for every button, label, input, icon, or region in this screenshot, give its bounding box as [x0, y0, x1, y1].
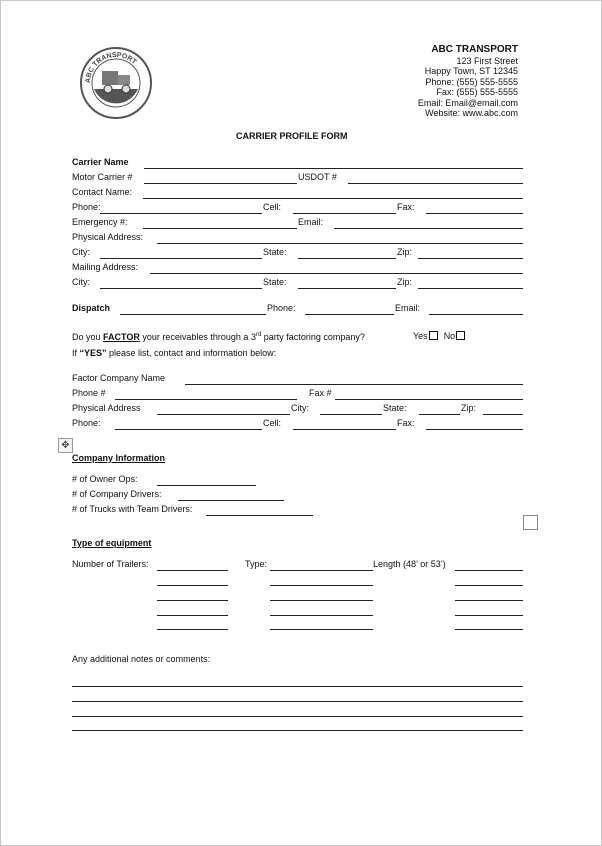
fill-in-field[interactable]	[293, 429, 396, 430]
factor-cell-label: Cell:	[263, 418, 282, 428]
fill-in-field[interactable]	[157, 629, 228, 630]
carrier-name-label: Carrier Name	[72, 157, 129, 167]
company-logo	[80, 47, 152, 119]
company-website: Website: www.abc.com	[425, 108, 518, 118]
mailing-city-label: City:	[72, 277, 90, 287]
fill-in-field[interactable]	[72, 701, 523, 702]
fill-in-field[interactable]	[157, 570, 228, 571]
q-text: your receivables through a 3	[139, 332, 256, 342]
fill-in-field[interactable]	[270, 629, 373, 630]
fill-in-field[interactable]	[298, 288, 396, 289]
phone-label: Phone:	[72, 202, 101, 212]
svg-text:ABC TRANSPORT: ABC TRANSPORT	[84, 51, 138, 84]
company-city: Happy Town, ST 12345	[424, 66, 518, 76]
motor-carrier-label: Motor Carrier #	[72, 172, 133, 182]
fill-in-field[interactable]	[100, 213, 262, 214]
mailing-zip-label: Zip:	[397, 277, 413, 287]
owner-ops-label: # of Owner Ops:	[72, 474, 138, 484]
fill-in-field[interactable]	[426, 213, 523, 214]
fill-in-field[interactable]	[157, 585, 228, 586]
fill-in-field[interactable]	[418, 288, 523, 289]
if-text: If	[72, 348, 80, 358]
physical-address-label: Physical Address:	[72, 232, 144, 242]
mailing-address-label: Mailing Address:	[72, 262, 139, 272]
factor-state-label: State:	[383, 403, 407, 413]
yes-checkbox[interactable]	[429, 331, 438, 340]
factor-instruction	[72, 348, 276, 359]
cell-label: Cell:	[263, 202, 282, 212]
type-label: Type:	[245, 559, 268, 569]
factor-phone2-label: Phone:	[72, 418, 101, 428]
company-drivers-label: # of Company Drivers:	[72, 489, 162, 499]
fill-in-field[interactable]	[335, 399, 523, 400]
company-info-heading: Company Information	[72, 453, 166, 463]
fill-in-field[interactable]	[334, 228, 523, 229]
checkbox[interactable]	[523, 515, 538, 530]
factor-zip-label: Zip:	[461, 403, 477, 413]
factor-fax2-label: Fax:	[397, 418, 415, 428]
fill-in-field[interactable]	[426, 429, 523, 430]
fill-in-field[interactable]	[320, 414, 382, 415]
fill-in-field[interactable]	[418, 258, 523, 259]
company-fax: Fax: (555) 555-5555	[436, 87, 518, 97]
q-text: party factoring company?	[261, 332, 365, 342]
fill-in-field[interactable]	[143, 228, 297, 229]
length-label: Length (48’ or 53’)	[373, 559, 446, 569]
fill-in-field[interactable]	[115, 429, 262, 430]
fill-in-field[interactable]	[157, 600, 228, 601]
fill-in-field[interactable]	[100, 258, 262, 259]
fill-in-field[interactable]	[144, 183, 297, 184]
equipment-heading: Type of equipment	[72, 538, 152, 548]
fill-in-field[interactable]	[157, 485, 256, 486]
contact-name-label: Contact Name:	[72, 187, 133, 197]
factor-phone-label: Phone #	[72, 388, 106, 398]
move-handle-icon[interactable]: ✥	[58, 438, 73, 453]
fill-in-field[interactable]	[157, 615, 228, 616]
fill-in-field[interactable]	[298, 258, 396, 259]
if-text: please list, contact and information below:	[106, 348, 277, 358]
email-label: Email:	[298, 217, 324, 227]
no-label: No	[443, 331, 456, 341]
company-email: Email: Email@email.com	[417, 97, 518, 108]
usdot-label: USDOT #	[298, 172, 337, 182]
company-header	[418, 45, 518, 119]
state-label: State:	[263, 247, 287, 257]
fill-in-field[interactable]	[455, 600, 523, 601]
trailers-label: Number of Trailers:	[72, 559, 149, 569]
factor-company-label: Factor Company Name	[72, 373, 166, 383]
no-checkbox[interactable]	[456, 331, 465, 340]
fill-in-field[interactable]	[120, 314, 266, 315]
fill-in-field[interactable]	[100, 288, 262, 289]
form-title: CARRIER PROFILE FORM	[236, 131, 348, 141]
fill-in-field[interactable]	[72, 716, 523, 717]
fill-in-field[interactable]	[72, 730, 523, 731]
company-address: 123 First Street	[456, 55, 518, 66]
fill-in-field[interactable]	[270, 600, 373, 601]
fill-in-field[interactable]	[206, 515, 313, 516]
q-text: Do you	[72, 332, 104, 342]
fill-in-field[interactable]	[305, 314, 394, 315]
city-label: City:	[72, 247, 90, 257]
fill-in-field[interactable]	[270, 570, 373, 571]
dispatch-email-label: Email:	[395, 303, 421, 313]
factor-yes-no	[413, 331, 471, 342]
company-phone: Phone: (555) 555-5555	[425, 76, 518, 87]
fill-in-field[interactable]	[185, 384, 523, 385]
fill-in-field[interactable]	[157, 414, 290, 415]
fill-in-field[interactable]	[348, 183, 523, 184]
factor-city-label: City:	[291, 403, 309, 413]
fill-in-field[interactable]	[483, 414, 523, 415]
fill-in-field[interactable]	[455, 629, 523, 630]
fill-in-field[interactable]	[455, 570, 523, 571]
fax-label: Fax:	[397, 202, 415, 212]
notes-label: Any additional notes or comments:	[72, 654, 211, 664]
q-sup: rd	[255, 332, 262, 338]
fill-in-field[interactable]	[178, 500, 284, 501]
fill-in-field[interactable]	[144, 168, 523, 169]
yes-label: Yes	[413, 331, 428, 341]
fill-in-field[interactable]	[150, 273, 523, 274]
emergency-label: Emergency #:	[72, 217, 128, 227]
fill-in-field[interactable]	[455, 585, 523, 586]
fill-in-field[interactable]	[419, 414, 460, 415]
q-factor: FACTOR	[103, 332, 140, 342]
factor-address-label: Physical Address	[72, 403, 141, 413]
mailing-state-label: State:	[263, 277, 287, 287]
fill-in-field[interactable]	[270, 585, 373, 586]
dispatch-label: Dispatch	[72, 303, 111, 313]
factor-question	[72, 330, 365, 343]
fill-in-field[interactable]	[72, 686, 523, 687]
fill-in-field[interactable]	[157, 243, 523, 244]
fill-in-field[interactable]	[143, 198, 523, 199]
company-name: ABC TRANSPORT	[431, 44, 518, 55]
dispatch-phone-label: Phone:	[267, 303, 296, 313]
factor-fax-label: Fax #	[309, 388, 332, 398]
team-drivers-label: # of Trucks with Team Drivers:	[72, 504, 193, 514]
zip-label: Zip:	[397, 247, 413, 257]
fill-in-field[interactable]	[293, 213, 396, 214]
fill-in-field[interactable]	[270, 615, 373, 616]
fill-in-field[interactable]	[455, 615, 523, 616]
fill-in-field[interactable]	[115, 399, 297, 400]
if-yes: “YES”	[79, 348, 107, 358]
fill-in-field[interactable]	[429, 314, 523, 315]
